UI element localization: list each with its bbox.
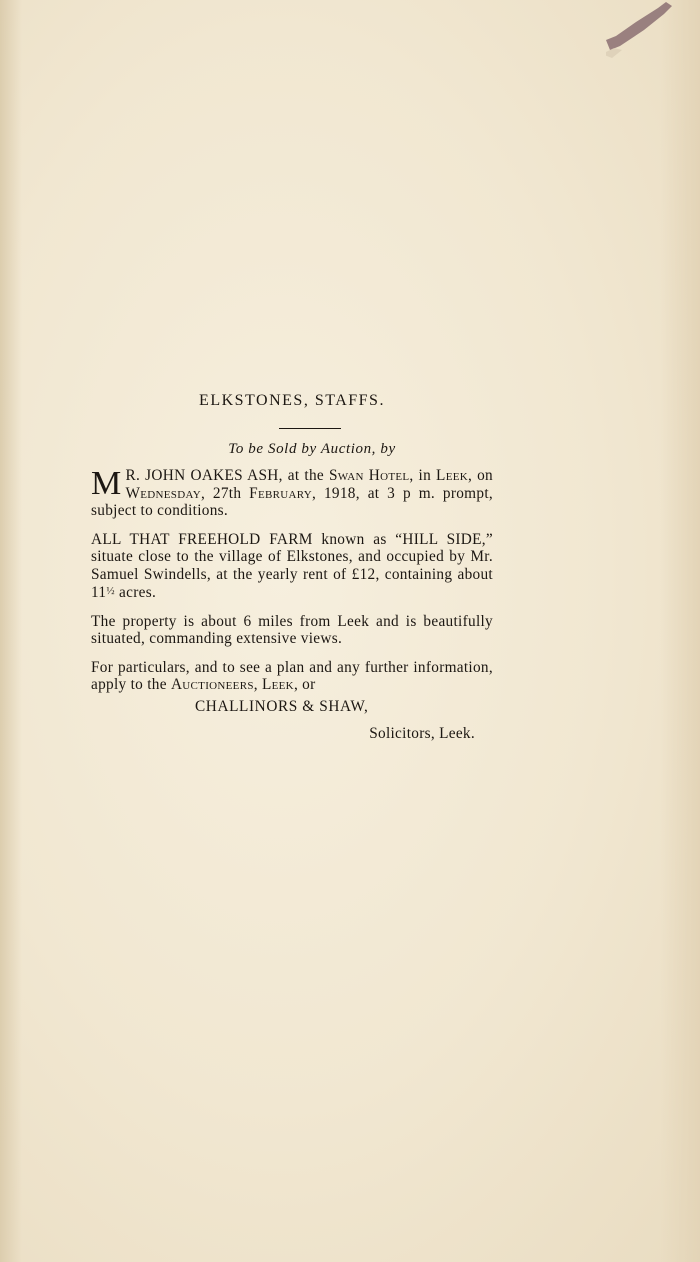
notice-intro: To be Sold by Auction, by — [228, 441, 396, 457]
paper-edge-right — [660, 0, 700, 1262]
auction-notice — [91, 392, 493, 743]
signoff-firm: CHALLINORS & SHAW, — [195, 697, 369, 715]
drop-cap: M — [91, 465, 122, 502]
fraction-half: ½ — [106, 585, 115, 597]
corner-tape-mark — [606, 0, 676, 60]
paragraph-particulars: For particulars, and to see a plan and any further information, apply to the Auctioneers, Leek, or — [91, 658, 493, 693]
notice-heading: ELKSTONES, STAFFS. — [199, 392, 385, 409]
paragraph-farm: ALL THAT FREEHOLD FARM known as “HILL SIDE,” situate close to the village of Elkstones, and occupied by Mr. Samuel Swindells, at the yearly rent of £12, containing about 11½ acres. — [91, 530, 493, 601]
paragraph-auctioneer: M R. JOHN OAKES ASH, at the Swan Hotel, in Leek, on Wednesday, 27th February, 1918, at 3 p m. prompt, subject to conditions. — [91, 465, 494, 519]
heading-rule — [279, 428, 341, 429]
signoff-solicitors: Solicitors, Leek. — [369, 724, 475, 742]
paper-edge-left — [0, 0, 22, 1262]
paragraph-property: The property is about 6 miles from Leek and is beautifully situated, commanding extensive views. — [91, 612, 493, 647]
